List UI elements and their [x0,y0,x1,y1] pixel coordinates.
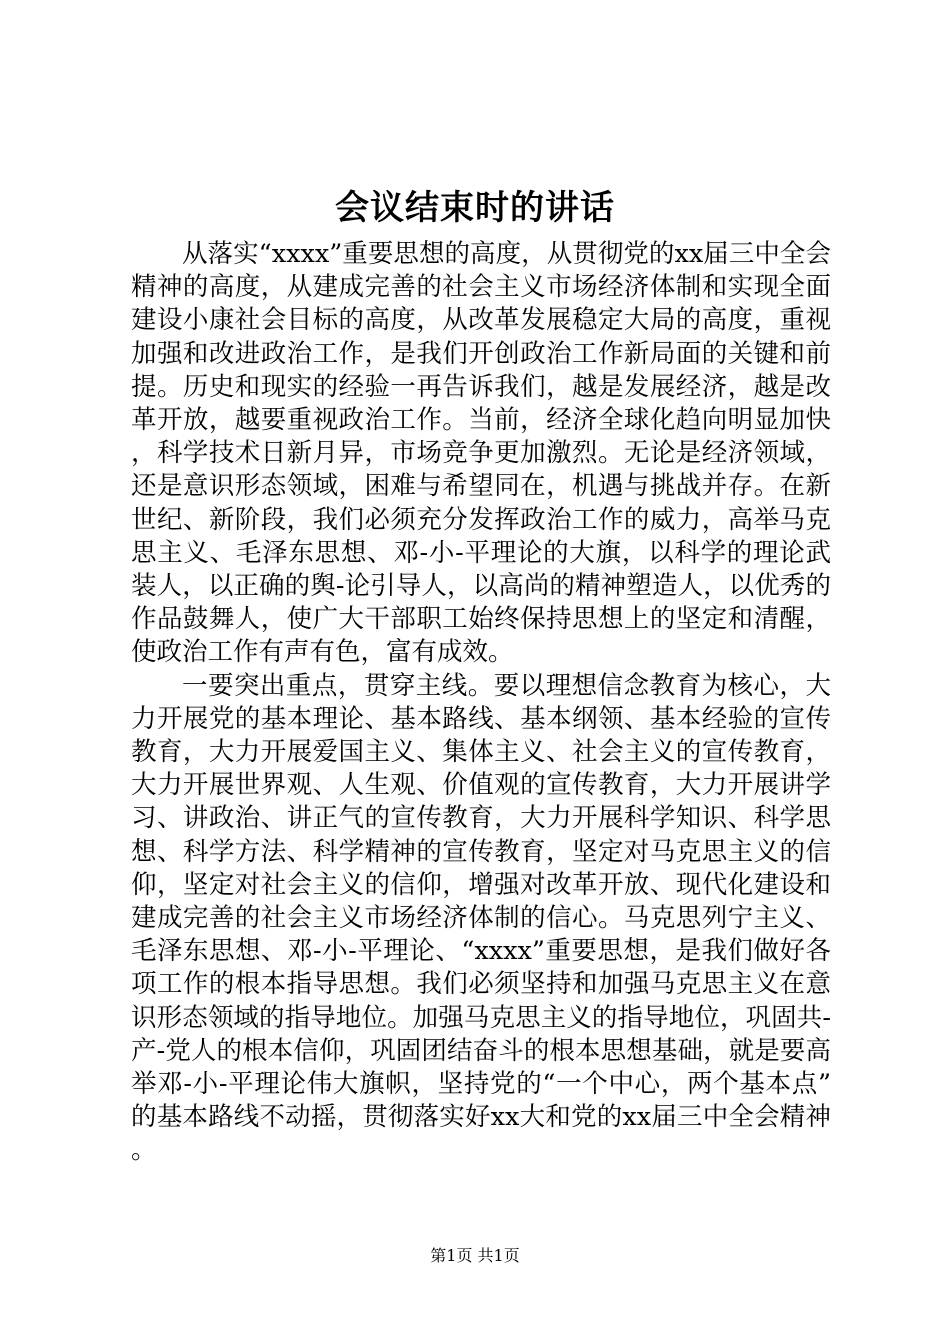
document-body [131,238,831,1168]
paragraph-1: 从落实“xxxx”重要思想的高度，从贯彻党的xx届三中全会精神的高度，从建成完善的社会主义市场经济体制和实现全面建设小康社会目标的高度，从改革发展稳定大局的高度，重视加强和改进政治工作，是我们开创政治工作新局面的关键和前提。历史和现实的经验一再告诉我们，越是发展经济，越是改革开放，越要重视政治工作。当前，经济全球化趋向明显加快，科学技术日新月异，市场竞争更加激烈。无论是经济领域，还是意识形态领域，困难与希望同在，机遇与挑战并存。在新世纪、新阶段，我们必须充分发挥政治工作的威力，高举马克思主义、毛泽东思想、邓-小-平理论的大旗，以科学的理论武装人，以正确的舆-论引导人，以高尚的精神塑造人，以优秀的作品鼓舞人，使广大干部职工始终保持思想上的坚定和清醒，使政治工作有声有色，富有成效。 [131,239,831,668]
paragraph-2: 一要突出重点，贯穿主线。要以理想信念教育为核心，大力开展党的基本理论、基本路线、基本纲领、基本经验的宣传教育，大力开展爱国主义、集体主义、社会主义的宣传教育，大力开展世界观、人生观、价值观的宣传教育，大力开展讲学习、讲政治、讲正气的宣传教育，大力开展科学知识、科学思想、科学方法、科学精神的宣传教育，坚定对马克思主义的信仰，坚定对社会主义的信仰，增强对改革开放、现代化建设和建成完善的社会主义市场经济体制的信心。马克思列宁主义、毛泽东思想、邓-小-平理论、“xxxx”重要思想，是我们做好各项工作的根本指导思想。我们必须坚持和加强马克思主义在意识形态领域的指导地位。加强马克思主义的指导地位，巩固共-产-党人的根本信仰，巩固团结奋斗的根本思想基础，就是要高举邓-小-平理论伟大旗帜，坚持党的“一个中心，两个基本点”的基本路线不动摇，贯彻落实好xx大和党的xx届三中全会精神。 [131,670,831,1166]
page-title: 会议结束时的讲话 [335,188,615,228]
page-footer: 第1页 共1页 [430,1246,520,1265]
